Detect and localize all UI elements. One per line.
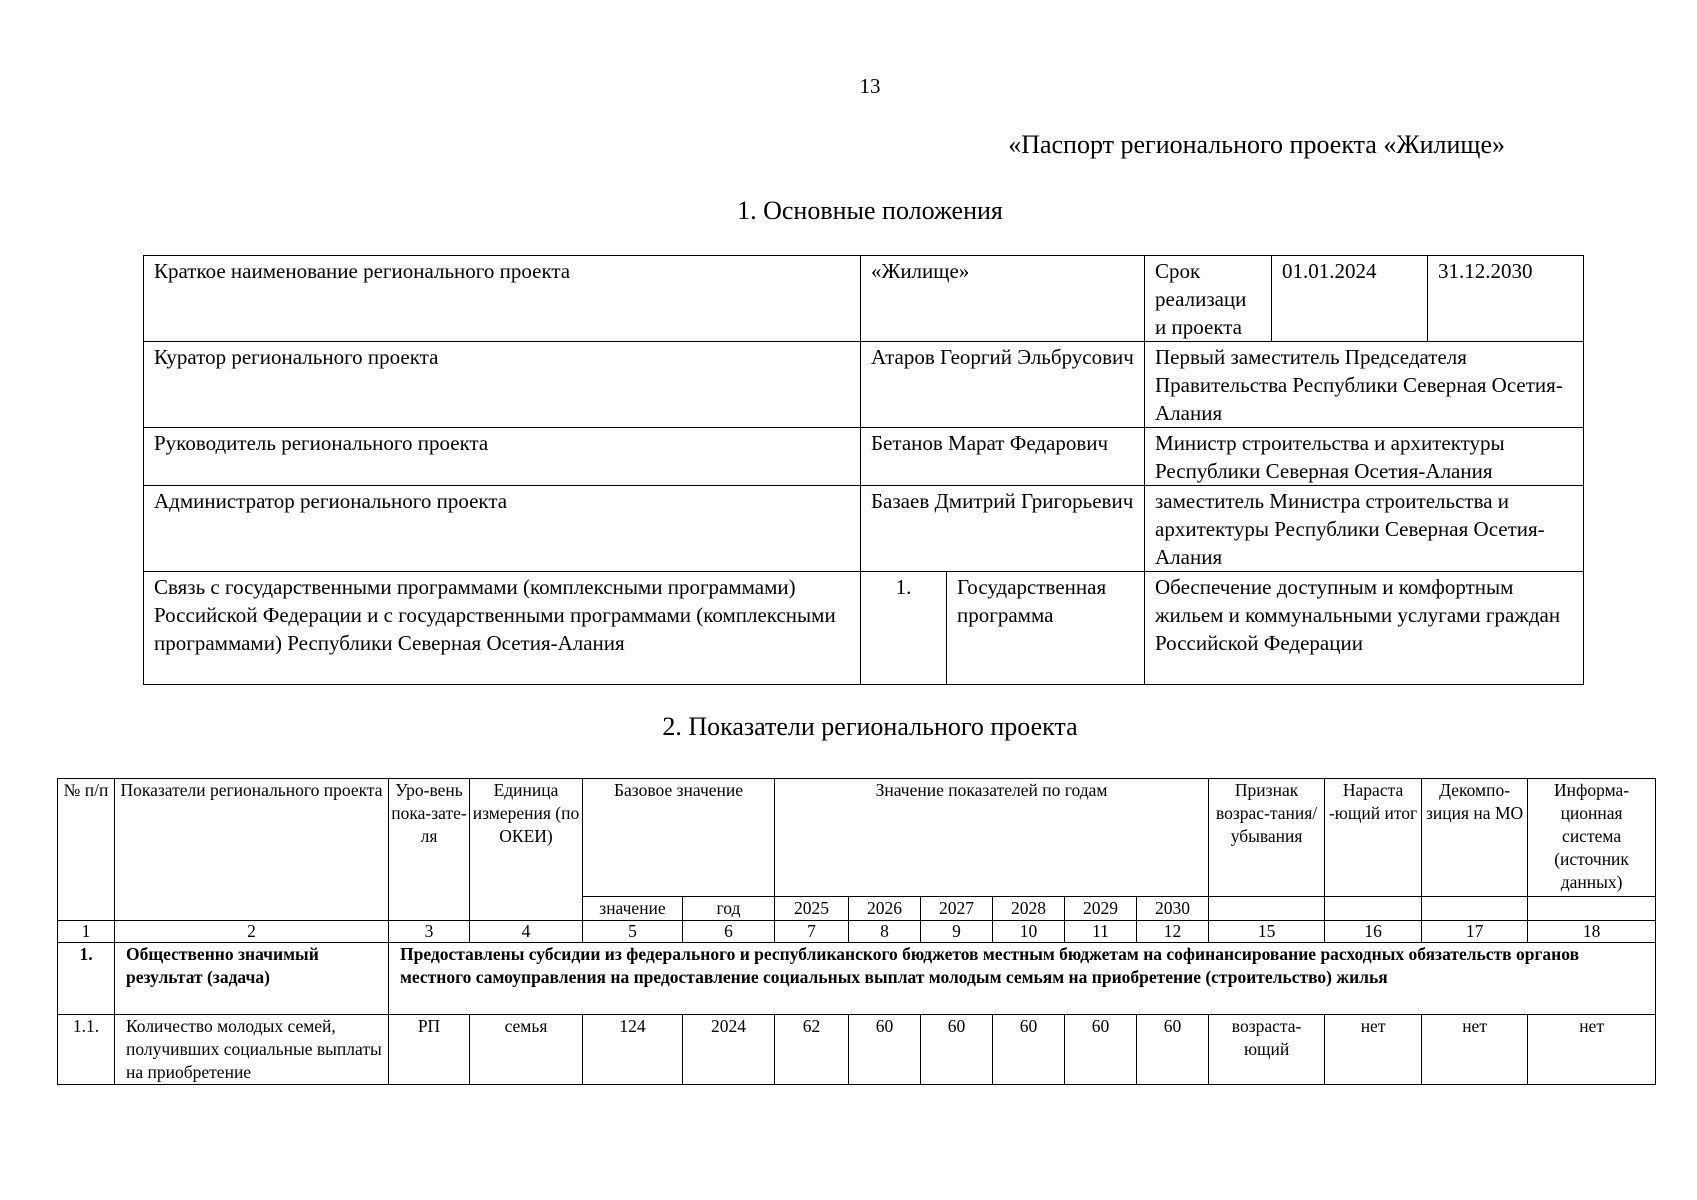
period-label: Срок реализаци и проекта [1145,256,1272,342]
curator-label: Куратор регионального проекта [144,342,861,428]
header-year: 2028 [993,897,1065,921]
column-number: 8 [849,921,921,943]
period-end: 31.12.2030 [1428,256,1584,342]
row-indicator: Количество молодых семей, получивших социальные выплаты на приобретение [115,1015,389,1085]
basic-provisions-table [143,255,1584,685]
row-level: РП [389,1015,470,1085]
header-base-value: значение [583,897,683,921]
row-base-value: 124 [583,1015,683,1085]
column-number: 17 [1422,921,1528,943]
short-name-value: «Жилище» [861,256,1145,342]
head-row [144,428,1584,486]
column-number: 4 [470,921,583,943]
column-number: 7 [775,921,849,943]
header-trend: Признак возрас-тания/ убывания [1209,779,1325,897]
admin-name: Базаев Дмитрий Григорьевич [861,486,1145,572]
header-values-by-year: Значение показателей по годам [775,779,1209,897]
column-number: 15 [1209,921,1325,943]
period-start: 01.01.2024 [1272,256,1428,342]
column-number: 3 [389,921,470,943]
header-indicator: Показатели регионального проекта [115,779,389,921]
row-unit: семья [470,1015,583,1085]
row-value-2027: 60 [921,1015,993,1085]
curator-name: Атаров Георгий Эльбрусович [861,342,1145,428]
short-name-row [144,256,1584,342]
admin-row [144,486,1584,572]
header-year: 2026 [849,897,921,921]
header-empty [1528,897,1656,921]
header-year: 2029 [1065,897,1137,921]
row-num: 1.1. [58,1015,115,1085]
header-info-system: Информа-ционная система (источник данных) [1528,779,1656,897]
row-cumulative: нет [1325,1015,1422,1085]
program-link-number: 1. [861,572,947,685]
column-number: 11 [1065,921,1137,943]
program-link-label: Связь с государственными программами (комплексными программами) Российской Федерации и с государственными программами (комплексными программами) Республики Северная Осетия-Алания [144,572,861,685]
row-base-year: 2024 [683,1015,775,1085]
header-row [58,779,1656,897]
column-number: 2 [115,921,389,943]
task-num: 1. [58,943,115,1015]
head-label: Руководитель регионального проекта [144,428,861,486]
row-value-2025: 62 [775,1015,849,1085]
page-number: 13 [859,74,881,98]
column-number: 18 [1528,921,1656,943]
header-empty [1209,897,1325,921]
column-number: 12 [1137,921,1209,943]
header-decomposition: Декомпо-зиция на МО [1422,779,1528,897]
short-name-label: Краткое наименование регионального проекта [144,256,861,342]
table-row [58,1015,1656,1085]
head-position: Министр строительства и архитектуры Республики Северная Осетия-Алания [1145,428,1584,486]
task-label: Общественно значимый результат (задача) [115,943,389,1015]
program-link-type: Государственная программа [947,572,1145,685]
column-number: 6 [683,921,775,943]
column-number: 9 [921,921,993,943]
header-base-year: год [683,897,775,921]
section1-title: 1. Основные положения [737,196,1003,225]
column-number: 5 [583,921,683,943]
document-title: «Паспорт регионального проекта «Жилище» [1008,130,1505,159]
row-trend: возраста-ющий [1209,1015,1325,1085]
header-year: 2025 [775,897,849,921]
header-empty [1325,897,1422,921]
header-cumulative: Нараста -ющий итог [1325,779,1422,897]
task-text: Предоставлены субсидии из федерального и республиканского бюджетов местным бюджетам на софинансирование расходных обязательств органов местного самоуправления на предоставление социальных выплат молодым семьям на приобретение (строительство) жилья [389,943,1656,1015]
head-name: Бетанов Марат Федарович [861,428,1145,486]
admin-position: заместитель Министра строительства и архитектуры Республики Северная Осетия-Алания [1145,486,1584,572]
admin-label: Администратор регионального проекта [144,486,861,572]
indicators-table [57,778,1656,1085]
row-value-2030: 60 [1137,1015,1209,1085]
header-empty [1422,897,1528,921]
row-value-2029: 60 [1065,1015,1137,1085]
program-link-name: Обеспечение доступным и комфортным жильем и коммунальными услугами граждан Российской Федерации [1145,572,1584,685]
header-level: Уро-вень пока-зате-ля [389,779,470,921]
header-year: 2027 [921,897,993,921]
curator-row [144,342,1584,428]
column-number: 16 [1325,921,1422,943]
section2-title: 2. Показатели регионального проекта [662,712,1078,741]
column-number: 10 [993,921,1065,943]
curator-position: Первый заместитель Председателя Правительства Республики Северная Осетия-Алания [1145,342,1584,428]
header-unit: Единица измерения (по ОКЕИ) [470,779,583,921]
column-number: 1 [58,921,115,943]
row-value-2026: 60 [849,1015,921,1085]
column-numbers-row [58,921,1656,943]
row-decomposition: нет [1422,1015,1528,1085]
header-base: Базовое значение [583,779,775,897]
header-year: 2030 [1137,897,1209,921]
task-row [58,943,1656,1015]
row-info-system: нет [1528,1015,1656,1085]
program-link-row [144,572,1584,685]
header-num: № п/п [58,779,115,921]
row-value-2028: 60 [993,1015,1065,1085]
